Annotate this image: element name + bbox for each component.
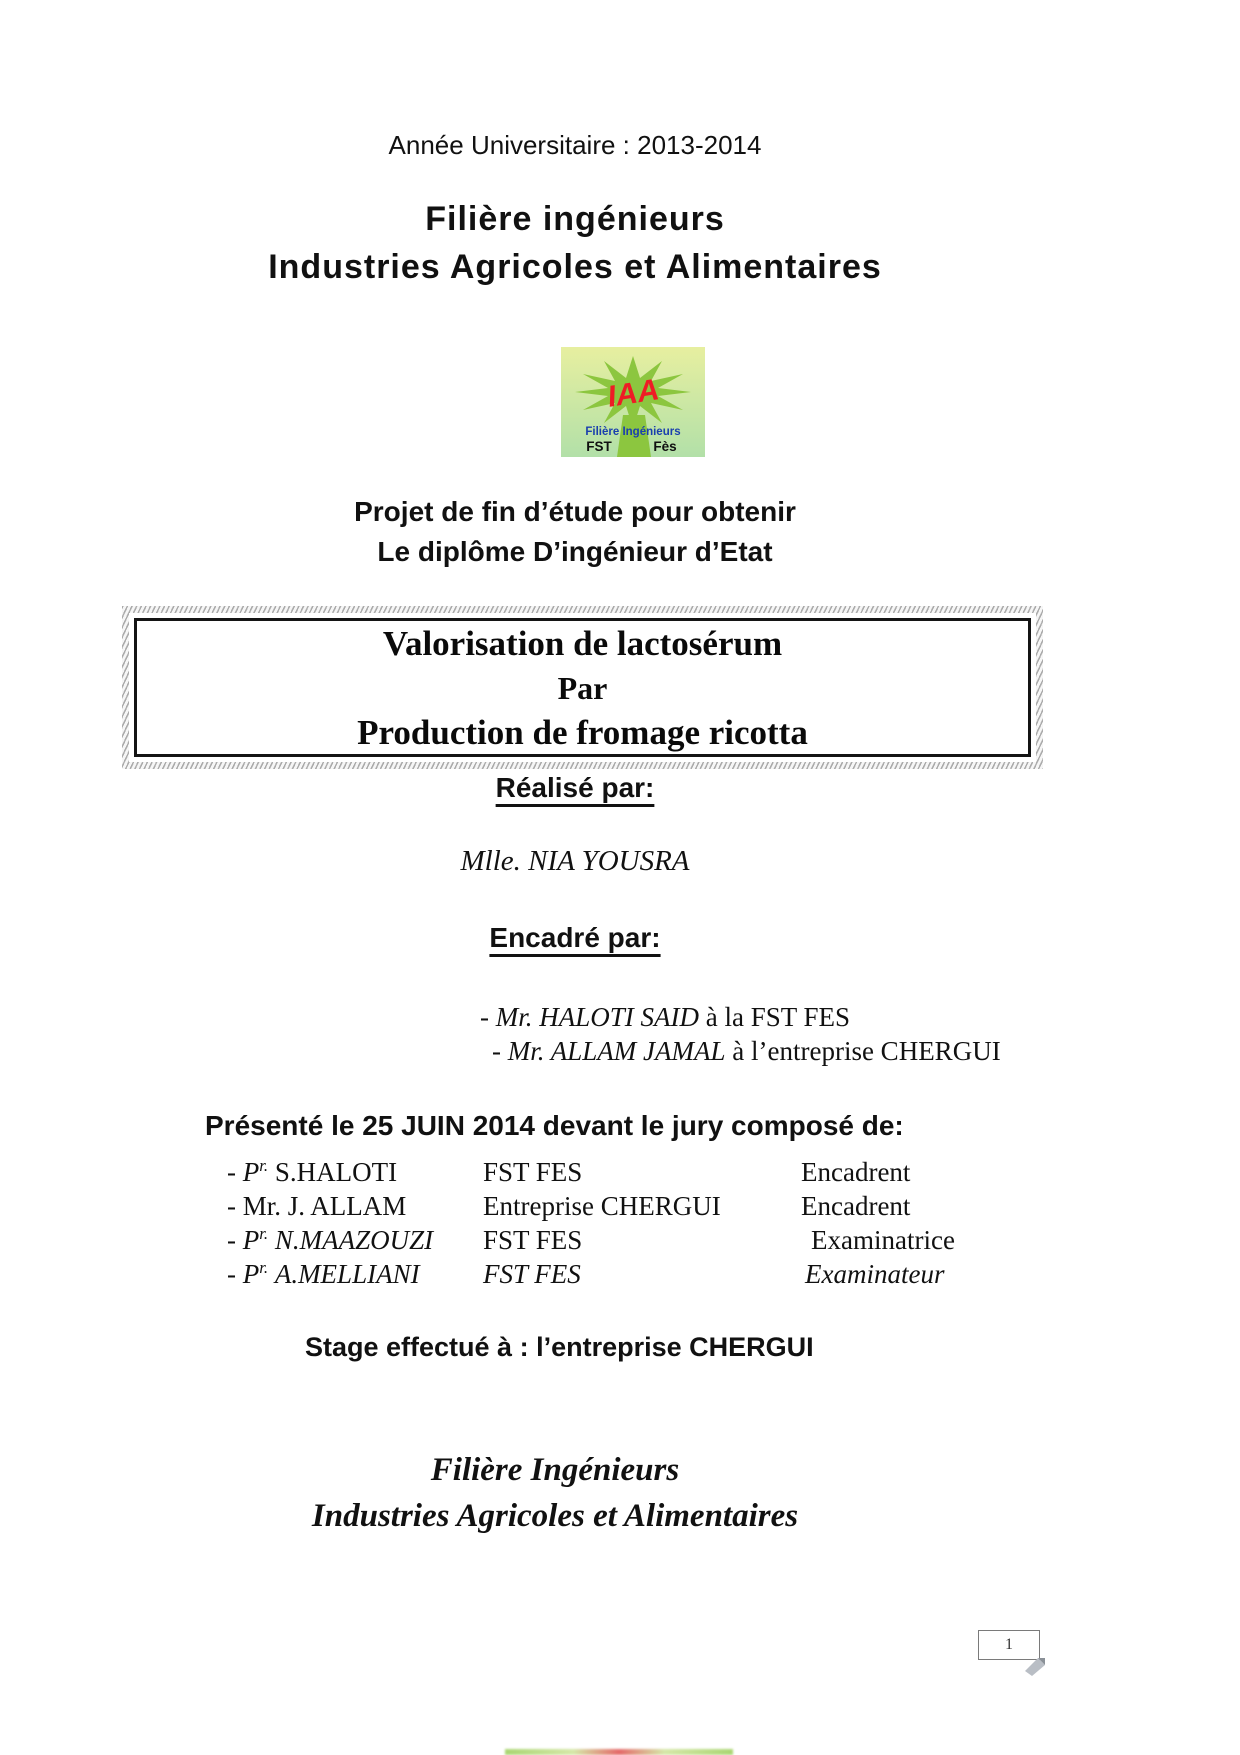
logo-fes-label: Fès — [653, 439, 677, 454]
jury-member-role: Encadrent — [801, 1191, 911, 1221]
logo-acronym: IAA — [605, 373, 662, 414]
supervisor-2-name: Mr. ALLAM JAMAL — [507, 1036, 726, 1066]
jury-member-affiliation: FST FES — [483, 1259, 581, 1289]
jury-member-name: - $P^{r.}$ S.HALOTI — [227, 1156, 398, 1187]
jury-list — [227, 1155, 1087, 1291]
author-heading-text: Réalisé par: — [495, 772, 655, 803]
thesis-title-line3: Production de fromage ricotta — [357, 712, 808, 752]
page-corner-icon — [1025, 1656, 1047, 1676]
supervisor-1-affiliation: à la FST FES — [699, 1002, 851, 1032]
logo-caption: Filière Ingénieurs — [585, 426, 681, 438]
supervisor-2-affiliation: à l’entreprise CHERGUI — [725, 1036, 1001, 1066]
thesis-title-box — [122, 606, 1043, 769]
author-name: Mlle. NIA YOUSRA — [460, 845, 690, 877]
footer-program-line1: Filière Ingénieurs — [430, 1452, 680, 1488]
jury-member-name: - $P^{r.}$ N.MAAZOUZI — [227, 1224, 434, 1255]
program-title-line1: Filière ingénieurs — [425, 200, 725, 238]
supervisor-line-1 — [480, 1002, 850, 1033]
program-title-line2: Industries Agricoles et Alimentaires — [268, 248, 882, 286]
jury-member-role: Encadrent — [801, 1157, 911, 1187]
academic-year: Année Universitaire : 2013-2014 — [388, 130, 762, 160]
thesis-title-line1: Valorisation de lactosérum — [382, 623, 783, 663]
next-page-peek-strip — [505, 1749, 733, 1755]
iaa-logo — [561, 347, 705, 457]
thesis-title-line2: Par — [557, 669, 608, 706]
jury-row — [227, 1257, 1087, 1291]
supervisor-line-2 — [492, 1036, 1001, 1067]
jury-member-affiliation: Entreprise CHERGUI — [483, 1191, 721, 1221]
supervisor-heading — [0, 922, 1150, 954]
supervisor-1-dash: - — [480, 1002, 496, 1032]
jury-row — [227, 1155, 1087, 1189]
jury-heading: Présenté le 25 JUIN 2014 devant le jury composé de: — [205, 1110, 904, 1141]
jury-member-name: - $P^{r.}$ A.MELLIANI — [227, 1258, 420, 1289]
degree-line1: Projet de fin d’étude pour obtenir — [354, 496, 796, 527]
jury-row — [227, 1223, 1087, 1257]
jury-member-role: Examinateur — [805, 1259, 945, 1289]
degree-line2: Le diplôme D’ingénieur d’Etat — [377, 536, 773, 567]
supervisor-1-name: Mr. HALOTI SAID — [495, 1002, 700, 1032]
jury-member-affiliation: FST FES — [483, 1157, 583, 1187]
jury-row — [227, 1189, 1087, 1223]
iaa-logo-graphic — [561, 347, 705, 457]
jury-member-affiliation: FST FES — [483, 1225, 583, 1255]
logo-fst-label: FST — [586, 439, 612, 454]
jury-member-role: Examinatrice — [811, 1225, 955, 1255]
page-number: 1 — [1005, 1636, 1013, 1653]
thesis-title-box-frame — [134, 618, 1031, 757]
supervisor-2-dash: - — [492, 1036, 508, 1066]
author-heading — [0, 772, 1150, 804]
internship-line: Stage effectué à : l’entreprise CHERGUI — [305, 1332, 814, 1362]
footer-program-line2: Industries Agricoles et Alimentaires — [311, 1498, 799, 1534]
jury-member-name: - Mr. J. ALLAM — [227, 1191, 407, 1221]
supervisor-heading-text: Encadré par: — [489, 922, 661, 953]
thesis-title-box-gap — [129, 613, 1036, 762]
